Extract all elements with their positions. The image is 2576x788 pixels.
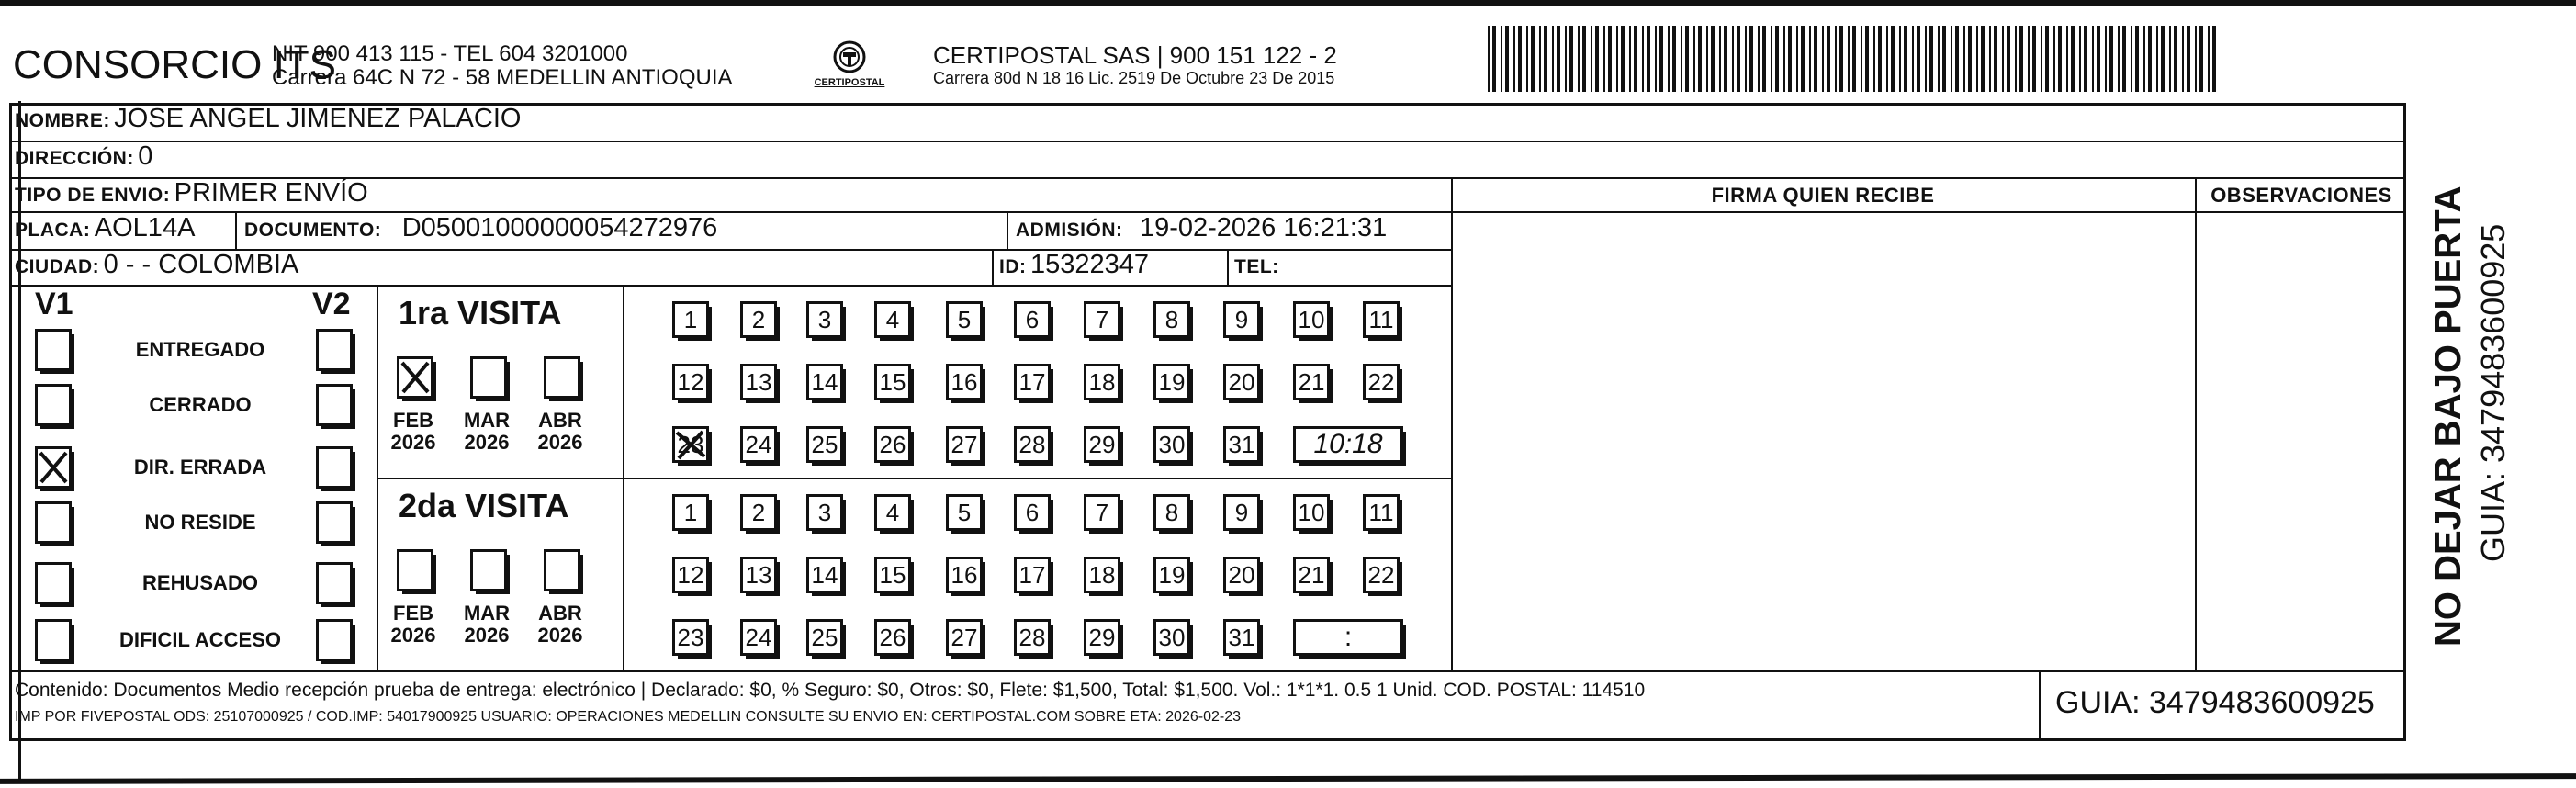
side-notice: NO DEJAR BAJO PUERTA [2428,186,2469,647]
row-line [9,141,2406,142]
courier-line2: Carrera 80d N 18 16 Lic. 2519 De Octubre 23 De 2015 [933,69,1335,87]
v1-checkbox[interactable] [35,329,72,371]
day-cell[interactable]: 30 [1153,426,1190,463]
day-cell[interactable]: 26 [874,426,911,463]
day-cell[interactable]: 10 [1293,301,1330,338]
day-cell[interactable]: 14 [806,557,843,593]
month-label [459,410,514,454]
day-cell[interactable]: 4 [874,301,911,338]
day-cell[interactable]: 5 [946,494,983,531]
day-cell[interactable]: 22 [1363,557,1400,593]
footer-line1: Contenido: Documentos Medio recepción prueba de entrega: electrónico | Declarado: $0, % Seguro: $0, Otros: $0, Flete: $1,500, Total: $1,500. Vol.: 1*1*1. 0.5 1 Unid. COD. POSTAL: 114510 [15,680,1646,701]
month-checkbox[interactable] [544,356,580,399]
firma-label: FIRMA QUIEN RECIBE [1711,184,1935,207]
day-cell[interactable]: 1 [672,494,709,531]
side-guia: GUIA: 3479483600925 [2474,223,2512,562]
day-cell[interactable]: 17 [1014,557,1051,593]
nombre-label: NOMBRE: [15,110,110,131]
day-cell[interactable]: 11 [1363,301,1400,338]
col-line [2195,177,2197,670]
ciudad-value: 0 - - COLOMBIA [103,250,299,279]
month-label [386,410,441,454]
month-name: FEB [393,602,433,625]
day-cell[interactable]: 4 [874,494,911,531]
day-cell[interactable]: 28 [1014,426,1051,463]
day-cell[interactable]: 12 [672,364,709,400]
month-checkbox[interactable] [397,549,433,591]
v1-label: V1 [35,287,73,321]
id-value: 15322347 [1029,250,1149,279]
page-top-edge [0,0,2576,6]
month-checkbox[interactable] [470,549,507,591]
month-name: FEB [393,409,433,432]
month-name: ABR [538,602,582,625]
day-cell[interactable]: 8 [1153,301,1190,338]
tel-row [1234,250,1279,280]
day-cell[interactable]: 2 [740,494,777,531]
day-cell[interactable]: 18 [1084,364,1120,400]
day-cell[interactable]: 26 [874,619,911,656]
day-cell[interactable]: 23 [672,619,709,656]
tel-label: TEL: [1234,256,1279,277]
day-cell[interactable]: 8 [1153,494,1190,531]
month-checkbox[interactable] [544,549,580,591]
v2-label: V2 [312,287,351,321]
day-cell[interactable]: 21 [1293,364,1330,400]
col-line [1227,249,1229,285]
day-cell[interactable]: 19 [1153,557,1190,593]
v1-checkbox[interactable] [35,446,72,489]
placa-value: AOL14A [94,213,196,242]
placa-label: PLACA: [15,220,91,241]
row-line [9,670,2406,672]
day-cell[interactable]: 24 [740,426,777,463]
admision-label: ADMISIÓN: [1016,220,1123,241]
day-cell[interactable]: 2 [740,301,777,338]
direccion-label: DIRECCIÓN: [15,148,134,169]
logo-text: CERTIPOSTAL [814,77,885,88]
col-line [2039,670,2041,741]
ciudad-label: CIUDAD: [15,256,100,277]
col-line [235,211,237,249]
v2-checkbox[interactable] [316,501,353,544]
day-cell[interactable]: 15 [874,557,911,593]
time-field[interactable]: : [1293,619,1403,656]
month-label [386,602,441,647]
v2-checkbox[interactable] [316,562,353,604]
day-cell[interactable]: 6 [1014,301,1051,338]
certipostal-logo [808,37,891,101]
day-cell[interactable]: 7 [1084,301,1120,338]
month-year: 2026 [464,431,510,454]
day-cell[interactable]: 28 [1014,619,1051,656]
id-row [999,250,1149,280]
day-cell[interactable]: 3 [806,494,843,531]
month-name: ABR [538,409,582,432]
month-name: MAR [463,602,511,625]
day-cell[interactable]: 16 [946,364,983,400]
day-cell[interactable]: 10 [1293,494,1330,531]
col-line [1007,211,1008,249]
tipo-value: PRIMER ENVÍO [174,178,368,208]
observaciones-label: OBSERVACIONES [2210,184,2392,207]
time-field[interactable]: 10:18 [1293,426,1403,463]
col-line [992,249,994,285]
day-cell[interactable]: 17 [1014,364,1051,400]
day-cell[interactable]: 11 [1363,494,1400,531]
v2-checkbox[interactable] [316,619,353,661]
col-line [1451,177,1453,670]
nombre-value: JOSE ANGEL JIMENEZ PALACIO [114,104,522,133]
day-cell[interactable]: 25 [806,426,843,463]
admision-value: 19-02-2026 16:21:31 [1139,213,1388,242]
month-name: MAR [463,409,511,432]
company-line1: NIT 900 413 115 - TEL 604 3201000 [272,41,628,66]
day-number: 23 [677,430,704,458]
day-cell[interactable]: 25 [806,619,843,656]
month-year: 2026 [537,624,583,647]
direccion-row [15,141,152,172]
month-checkbox[interactable] [470,356,507,399]
month-year: 2026 [464,624,510,647]
nombre-row [15,104,521,134]
page-bottom-edge [0,773,2576,784]
day-cell[interactable]: 1 [672,301,709,338]
day-cell[interactable]: 5 [946,301,983,338]
tipo-row [15,178,368,208]
day-cell[interactable]: 27 [946,426,983,463]
row-line [9,285,1453,287]
day-cell[interactable]: 22 [1363,364,1400,400]
day-cell[interactable]: 7 [1084,494,1120,531]
v1-checkbox[interactable] [35,562,72,604]
day-cell[interactable]: 27 [946,619,983,656]
day-cell[interactable]: 16 [946,557,983,593]
day-cell[interactable]: 18 [1084,557,1120,593]
id-label: ID: [999,256,1027,277]
visit-title: 1ra VISITA [399,294,562,332]
barcode [1488,26,2222,92]
status-option-label: NO RESIDE [144,511,256,534]
day-cell[interactable]: 31 [1223,426,1260,463]
v2-checkbox[interactable] [316,329,353,371]
day-cell[interactable]: 9 [1223,494,1260,531]
status-option-label: REHUSADO [142,571,258,594]
company-line2: Carrera 64C N 72 - 58 MEDELLIN ANTIOQUIA [272,65,733,90]
status-option-label: CERRADO [149,393,252,416]
footer-line2: IMP POR FIVEPOSTAL ODS: 25107000925 / COD.IMP: 54017900925 USUARIO: OPERACIONES MEDELLIN CONSULTE SU ENVIO EN: CERTIPOSTAL.COM SOBRE ETA: 2026-02-23 [15,709,1241,725]
day-cell[interactable]: 30 [1153,619,1190,656]
day-cell[interactable]: 13 [740,364,777,400]
day-cell[interactable]: 3 [806,301,843,338]
day-cell[interactable]: 15 [874,364,911,400]
visit-divider [377,478,1451,479]
footer-guia: GUIA: 3479483600925 [2055,685,2375,720]
day-cell[interactable]: 6 [1014,494,1051,531]
month-label [533,410,588,454]
row-line [9,177,2406,179]
day-cell[interactable]: 31 [1223,619,1260,656]
courier-line1: CERTIPOSTAL SAS | 900 151 122 - 2 [933,41,1337,69]
status-option-label: DIFICIL ACCESO [118,628,281,651]
v1-checkbox[interactable] [35,501,72,544]
v1-checkbox[interactable] [35,384,72,426]
status-option-label: DIR. ERRADA [133,456,267,478]
day-cell[interactable]: 13 [740,557,777,593]
documento-value: D05001000000054272976 [401,213,718,242]
day-cell[interactable]: 20 [1223,364,1260,400]
month-year: 2026 [390,431,436,454]
status-option-label: ENTREGADO [135,338,265,361]
company-name: CONSORCIO ITS [13,42,337,87]
month-year: 2026 [390,624,436,647]
month-year: 2026 [537,431,583,454]
v2-checkbox[interactable] [316,384,353,426]
day-cell[interactable]: 14 [806,364,843,400]
day-cell[interactable]: 12 [672,557,709,593]
day-cell[interactable]: 24 [740,619,777,656]
day-cell[interactable]: 9 [1223,301,1260,338]
documento-row [244,213,717,243]
month-label [533,602,588,647]
day-cell[interactable]: 29 [1084,619,1120,656]
placa-row [15,213,195,243]
day-cell[interactable]: 19 [1153,364,1190,400]
day-cell[interactable] [672,426,709,463]
direccion-value: 0 [138,141,153,171]
v1-checkbox[interactable] [35,619,72,661]
documento-label: DOCUMENTO: [244,220,382,241]
month-checkbox[interactable] [397,356,433,399]
admision-row [1016,213,1387,243]
tipo-label: TIPO DE ENVIO: [15,185,171,206]
day-cell[interactable]: 29 [1084,426,1120,463]
v2-checkbox[interactable] [316,446,353,489]
day-cell[interactable]: 21 [1293,557,1330,593]
visit-title: 2da VISITA [399,487,569,524]
ciudad-row [15,250,298,280]
month-label [459,602,514,647]
day-cell[interactable]: 20 [1223,557,1260,593]
